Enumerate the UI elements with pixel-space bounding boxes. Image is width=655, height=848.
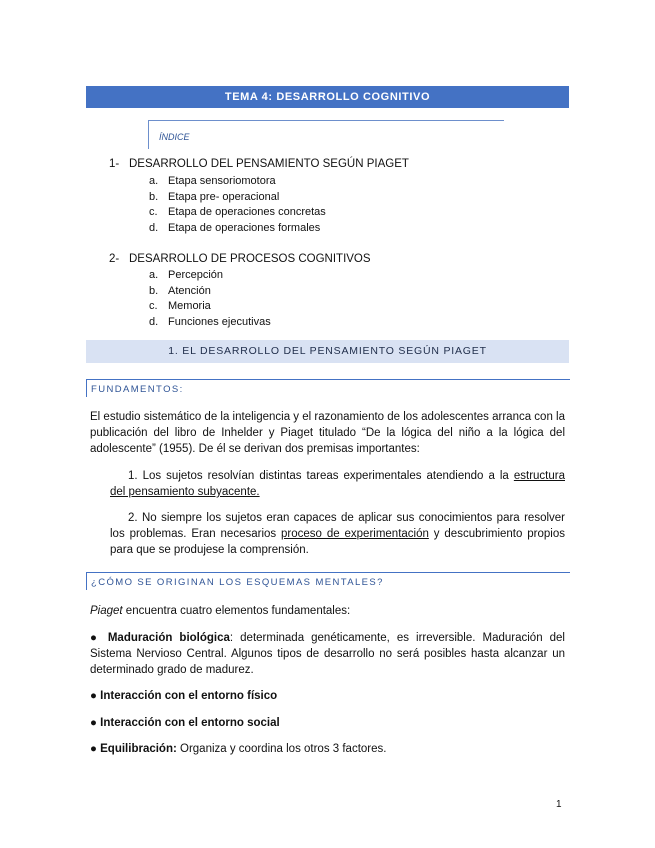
section-title: 1. EL DESARROLLO DEL PENSAMIENTO SEGÚN PIAGET (168, 345, 487, 357)
toc-subitem-letter: d. (149, 316, 159, 328)
toc-item-number: 1- (109, 158, 120, 170)
bullet-equilibracion-text: Organiza y coordina los otros 3 factores. (176, 743, 387, 755)
toc-subitem-text: Etapa de operaciones concretas (168, 206, 326, 218)
bullet-entorno-fisico-label: ● Interacción con el entorno físico (90, 690, 278, 702)
page-number: 1 (556, 799, 562, 810)
premise-2-text: 2. No siempre los sujetos eran capaces de aplicar sus conocimientos para resolver los problemas. Eran necesarios (110, 512, 565, 540)
toc-subitem (149, 285, 211, 297)
toc-subitem-letter: c. (149, 206, 158, 218)
fundamentos-intro: El estudio sistemático de la inteligencia y el razonamiento de los adolescentes arranca con la publicación del libro de Inhelder y Piaget titulado “De la lógica del niño a la lógica del adolescente” (1955). De él se derivan dos premisas importantes: (90, 411, 565, 455)
toc-subitem-letter: c. (149, 300, 158, 312)
bullet-entorno-fisico (90, 688, 565, 704)
toc-subitem-letter: a. (149, 269, 159, 281)
premise-1-underlined: estructura del pensamiento subyacente. (110, 470, 565, 498)
toc-item-title: DESARROLLO DEL PENSAMIENTO SEGÚN PIAGET (129, 158, 409, 170)
bullet-entorno-social (90, 715, 565, 731)
index-frame (148, 120, 504, 149)
section-title-bar (86, 340, 569, 363)
toc-subitem (149, 316, 271, 328)
bullet-equilibracion-label: ● Equilibración: (90, 743, 177, 755)
toc-subitem-letter: b. (149, 285, 159, 297)
toc-subitem (149, 206, 326, 218)
premise-1-text: 1. Los sujetos resolvían distintas tareas experimentales atendiendo a la (128, 470, 514, 482)
toc-subitem (149, 269, 223, 281)
toc-subitem-text: Etapa sensoriomotora (168, 175, 276, 187)
toc-item-title: DESARROLLO DE PROCESOS COGNITIVOS (129, 253, 371, 265)
toc-item-number: 2- (109, 253, 120, 265)
toc-item-1 (109, 158, 409, 170)
toc-subitem (149, 300, 211, 312)
toc-subitem-text: Memoria (168, 300, 211, 312)
fundamentos-heading: FUNDAMENTOS: (86, 379, 570, 397)
document-title: TEMA 4: DESARROLLO COGNITIVO (224, 91, 431, 103)
toc-subitem-letter: b. (149, 191, 159, 203)
premise-2 (110, 510, 565, 558)
document-title-bar (86, 86, 569, 108)
bullet-maduracion-text: : determinada genéticamente, es irreversible. Maduración del Sistema Nervioso Central. Algunos tipos de desarrollo no será posibles hasta alcanzar un determinado grado de madurez. (90, 632, 565, 676)
toc-subitem (149, 175, 276, 187)
esquemas-intro-text: encuentra cuatro elementos fundamentales: (122, 605, 351, 617)
toc-subitem-text: Atención (168, 285, 211, 297)
bullet-equilibracion (90, 741, 565, 757)
toc-item-2 (109, 253, 371, 265)
premise-1 (110, 468, 565, 500)
toc-subitem (149, 191, 279, 203)
bullet-entorno-social-label: ● Interacción con el entorno social (90, 717, 280, 729)
premise-2-underlined: proceso de experimentación (281, 528, 429, 540)
esquemas-intro-author: Piaget (90, 605, 123, 617)
premise-2-suffix: y descubrimiento propios para que se produjese la comprensión. (110, 528, 565, 556)
toc-subitem-text: Etapa pre- operacional (168, 191, 280, 203)
toc-subitem-text: Etapa de operaciones formales (168, 222, 321, 234)
index-label: ÍNDICE (159, 132, 190, 142)
bullet-maduracion (90, 630, 565, 678)
toc-subitem (149, 222, 320, 234)
esquemas-heading: ¿CÓMO SE ORIGINAN LOS ESQUEMAS MENTALES? (86, 572, 570, 590)
bullet-maduracion-label: ● Maduración biológica (90, 632, 230, 644)
esquemas-intro (90, 603, 565, 619)
toc-subitem-letter: d. (149, 222, 159, 234)
toc-subitem-letter: a. (149, 175, 159, 187)
toc-subitem-text: Funciones ejecutivas (168, 316, 271, 328)
toc-subitem-text: Percepción (168, 269, 224, 281)
